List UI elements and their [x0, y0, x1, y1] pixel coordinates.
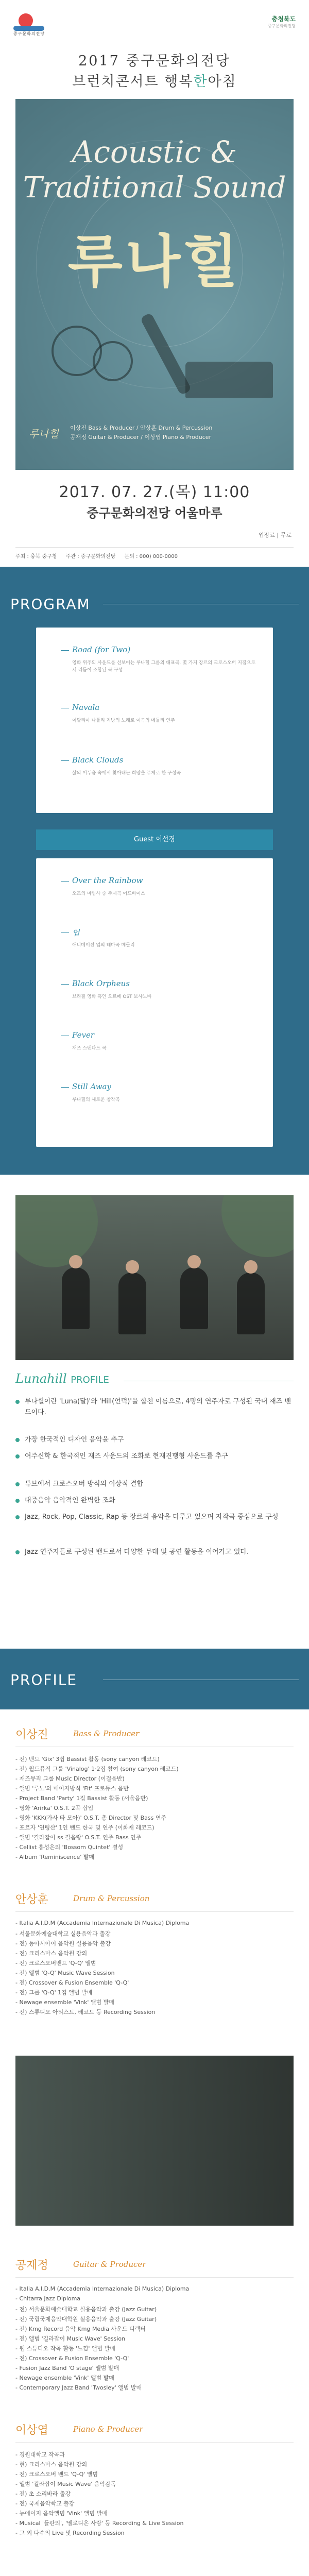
list-item-text: 루나힐이란 'Luna(달)'와 'Hill(언덕)'을 합친 이름으로, 4명의 연주자로 구성된 국내 재즈 밴드이다.: [25, 1398, 291, 1416]
member-name: 이상엽: [15, 2424, 48, 2437]
list-item: [15, 1547, 294, 1557]
member-career-line: - Fusion Jazz Band 'O stage' 앨범 발매: [15, 2365, 119, 2371]
sponsor-logo-text: 충청북도: [271, 15, 296, 23]
member-career-line: - 전) 서울문화예술대학교 실용음악과 출강 (Jazz Guitar): [15, 2306, 157, 2313]
guest-banner: Guest 이선경: [36, 829, 273, 850]
member-career-line: - 영화 'KKK(가사 타 모아)' O.S.T. 총 Director 및 Bass 연주: [15, 1815, 167, 1821]
hall-logo: [13, 12, 54, 38]
song-title: Black Orpheus: [72, 979, 130, 988]
member-career-line: - 전) 크로스오버 밴드 'Q-Q' 앨범: [15, 2471, 98, 2478]
song-title: Still Away: [72, 1082, 111, 1091]
member-profile: [15, 2257, 294, 2396]
song-dash-icon: [61, 760, 69, 761]
program-title: PROGRAM: [10, 596, 91, 613]
member-profile: [15, 1891, 294, 2025]
member-career-line: - 웹 스튜디오 작곡 활동 '느낌' 앨범 발매: [15, 2345, 115, 2352]
member-career-line: - 전) Kmg Record 음악 Kmg Media 사운드 디렉터: [15, 2326, 146, 2332]
list-item-text: 튜브에서 크로스오버 방식의 이상적 결합: [25, 1480, 144, 1488]
member-career-line: - 영화 'Arirka' O.S.T. 2곡 삽입: [15, 1805, 94, 1811]
band-profile-title-en: Lunahill: [15, 1371, 67, 1386]
member-career-line: - Italia A.I.D.M (Accademia Internazionale Di Musica) Diploma: [15, 1920, 190, 1926]
member-career-line: - 포르자 '연령산' 1인 밴드 한국 및 연주 (이화재 레코드): [15, 1824, 154, 1831]
song-desc: 이탈리아 나폴리 지방의 노래로 이곡의 메들리 연주: [72, 718, 175, 723]
member-photo: [15, 2056, 294, 2226]
member-career-line: - Italia A.I.D.M (Accademia Internazionale Di Musica) Diploma: [15, 2285, 190, 2292]
member-career-line: - Musical '들판의', '멜로디온 사랑' 등 Recording & Live Session: [15, 2520, 184, 2527]
member-profiles-section: [0, 1649, 309, 2576]
list-item: [15, 1396, 294, 1418]
list-item: [15, 1479, 294, 1489]
series-title-b: 한: [193, 74, 208, 90]
song-dash-icon: [61, 984, 69, 985]
band-profile-section: [0, 1180, 309, 1623]
member-career-line: - 전) 크로스오버밴드 'Q-Q' 앨범: [15, 1960, 96, 1967]
song-title: Over the Rainbow: [72, 876, 143, 885]
song-desc: 애니메이션 업의 테마곡 메들리: [72, 943, 135, 948]
organizer-contact: 문의 : 000) 000-0000: [124, 554, 178, 560]
hall-logo-text: 중구문화의전당: [13, 31, 45, 36]
member-profiles-band: [0, 1649, 309, 1709]
list-item-text: Jazz, Rock, Pop, Classic, Rap 등 장르의 음악을 다루고 있으며 자작곡 중심으로 구성: [25, 1513, 279, 1521]
member-career-line: - 뉴에이지 음악앨범 'Vink' 앨범 발매: [15, 2510, 108, 2517]
poster-member-line: 공재정 Guitar & Producer / 이상엽 Piano & Producer: [70, 434, 212, 440]
member-career-line: - Contemporary Jazz Band 'Twosley' 앨범 발매: [15, 2384, 142, 2391]
concert-venue: [0, 503, 309, 521]
member-name: 이상진: [15, 1728, 48, 1741]
concert-venue-text: 중구문화의전당 어울마루: [87, 506, 222, 520]
member-profile: [15, 1726, 294, 1865]
list-item: [15, 1451, 294, 1462]
list-item-text: 여주신학 & 한국적인 재즈 사운드의 조화로 현재진행형 사운드를 추구: [25, 1452, 228, 1460]
band-profile-title-kr: PROFILE: [71, 1375, 109, 1385]
list-item-text: 대중음악 음악적인 완벽한 조화: [25, 1497, 115, 1504]
member-career-line: - 전) 국제음악학교 출강: [15, 2500, 75, 2507]
concert-poster: [15, 99, 294, 470]
sponsor-logo: [229, 14, 296, 33]
song-title: Fever: [72, 1030, 94, 1040]
member-career-line: - Project Band 'Party' 1집 Bassist 활동 (서울음반): [15, 1795, 148, 1802]
member-career-line: - Album 'Reminiscence' 발매: [15, 1854, 95, 1860]
member-divider: [15, 1911, 294, 1912]
member-career-line: - Newage ensemble 'Vink' 앨범 발매: [15, 2375, 114, 2381]
series-title: [0, 70, 309, 90]
member-career-line: - 전) 크리스마스 음악원 강의: [15, 1950, 88, 1957]
member-role: Guitar & Producer: [73, 2260, 146, 2269]
list-item-text: Jazz 연주자들로 구성된 밴드로서 다양한 무대 및 공연 활동을 이어가고 있다.: [25, 1548, 249, 1556]
song-desc: 영화 위주의 사운드를 선보이는 루나힐 그룹의 대표곡. 몇 가지 장르의 크로스오버 지점으로서 리듬이 조합된 곡 구성: [72, 660, 256, 673]
member-career-line: - 그 외 다수의 Live 및 Recording Session: [15, 2530, 125, 2536]
member-divider: [15, 2442, 294, 2443]
member-career-line: - 전) 밴드 'Gix' 3집 Bassist 활동 (sony canyon 레코드): [15, 1756, 160, 1762]
song-dash-icon: [61, 650, 69, 651]
program-section: [0, 567, 309, 1175]
list-item: [15, 1512, 294, 1522]
member-career-line: - 전) 동아시아어 음악원 실용음악 출강: [15, 1940, 111, 1947]
band-photo: [15, 1195, 294, 1360]
member-career-line: - 앨범 '길라잡이 ss 길음랑' O.S.T. 연주 Bass 연주: [15, 1834, 142, 1841]
member-career-line: - 전) 국립국제음악대학원 실용음악과 출강 (Jazz Guitar): [15, 2316, 157, 2323]
member-career-line: - 전) 그룹 'Q-Q' 1집 앨범 발매: [15, 1989, 93, 1996]
poster-band-name: 루나힐: [67, 228, 242, 295]
list-item: [15, 1495, 294, 1506]
song-dash-icon: [61, 1087, 69, 1088]
song-title: Navala: [72, 703, 100, 712]
member-career-line: - 앨범 '루노'의 메이저방식 'Fit' 프로듀스 음반: [15, 1785, 129, 1792]
member-career-line: - 전) 초 소리바라 출강: [15, 2490, 71, 2497]
member-role: Drum & Percussion: [73, 1894, 150, 1903]
member-career-line: - 현) 크리스마스 음악원 강의: [15, 2461, 88, 2468]
member-career-line: - Newage ensemble 'Vink' 앨범 발매: [15, 1999, 114, 2006]
song-desc: 루나힐의 새로운 창작곡: [72, 1097, 120, 1103]
poster-script-line2: Traditional Sound: [23, 171, 286, 205]
poster-member-line: 이상진 Bass & Producer / 안상훈 Drum & Percussion: [70, 425, 213, 431]
program-card-main: [36, 628, 273, 813]
member-name: 안상훈: [15, 1893, 48, 1906]
ticket-info: 입장료 | 무료: [259, 532, 291, 538]
member-career-line: - 전) 스튜디오 아티스트, 레코드 등 Recording Session: [15, 2009, 156, 2015]
list-item: [15, 1434, 294, 1445]
program-card-guest: [36, 858, 273, 1147]
member-career-line: - Chitarra Jazz Diploma: [15, 2295, 81, 2302]
member-career-line: - 앨범 '길라잡이 Music Wave' 음악감독: [15, 2481, 116, 2487]
member-name: 공재정: [15, 2259, 48, 2272]
series-title-a: 브런치콘서트 행복: [72, 74, 194, 90]
member-career-line: - 서울문화예술대학교 실용음악과 출강: [15, 1930, 111, 1937]
member-role: Piano & Producer: [73, 2425, 143, 2434]
poster-members-label: 루나힐: [29, 428, 59, 440]
member-career-line: - 전) Crossover & Fusion Ensemble 'Q-Q': [15, 1979, 129, 1986]
instrument-silhouette: [36, 305, 273, 418]
member-career-line: - 전) 월드뮤직 그룹 'Vinalog' 1·2집 참여 (sony canyon 레코드): [15, 1766, 179, 1772]
member-career-line: - 전) Crossover & Fusion Ensemble 'Q-Q': [15, 2355, 129, 2362]
song-title: Road (for Two): [72, 645, 131, 654]
organizer-footer: [15, 547, 294, 560]
song-desc: 삶의 어두움 속에서 찾아내는 희망을 주제로 한 구성곡: [72, 771, 181, 776]
song-desc: 재즈 스탠다드 곡: [72, 1046, 107, 1051]
song-title: Black Clouds: [72, 755, 124, 765]
series-title-c: 아침: [208, 74, 237, 90]
sponsor-logo-sub: 중구문화의전당: [267, 24, 296, 28]
concert-date: 2017. 07. 27.(목) 11:00: [59, 483, 250, 501]
poster-script-line1: Acoustic &: [72, 134, 237, 170]
song-title: 업: [72, 928, 80, 938]
member-career-line: - 전) 앨범 '길라잡이 Music Wave' Session: [15, 2335, 126, 2342]
organizer-manager: 주관 : 중구문화의전당: [65, 554, 116, 560]
band-profile-title: [15, 1371, 109, 1386]
member-role: Bass & Producer: [73, 1729, 140, 1738]
member-profile: [15, 2421, 294, 2535]
member-career-line: - 전) 앨범 'Q-Q' Music Wave Session: [15, 1970, 115, 1976]
member-career-line: - Cellist 홍성은의 'Bossom Quintet' 결성: [15, 1844, 124, 1851]
member-divider: [15, 2277, 294, 2278]
member-career-line: - 경원대학교 작곡과: [15, 2451, 65, 2458]
song-dash-icon: [61, 881, 69, 882]
organizer-host: 주최 : 충북 중구청: [15, 554, 57, 560]
member-profiles-title: PROFILE: [10, 1671, 78, 1688]
series-year-title: 2017 중구문화의전당: [78, 53, 231, 69]
song-desc: 오즈의 마법사 중 주제곡 어드바이스: [72, 891, 145, 896]
member-career-line: - 재즈뮤직 그룹 Music Director (이결음반): [15, 1775, 125, 1782]
song-desc: 브라질 영화 흑인 오르페 OST 보사노바: [72, 994, 152, 999]
list-item-text: 가장 한국적인 디자인 음악을 추구: [25, 1436, 124, 1444]
